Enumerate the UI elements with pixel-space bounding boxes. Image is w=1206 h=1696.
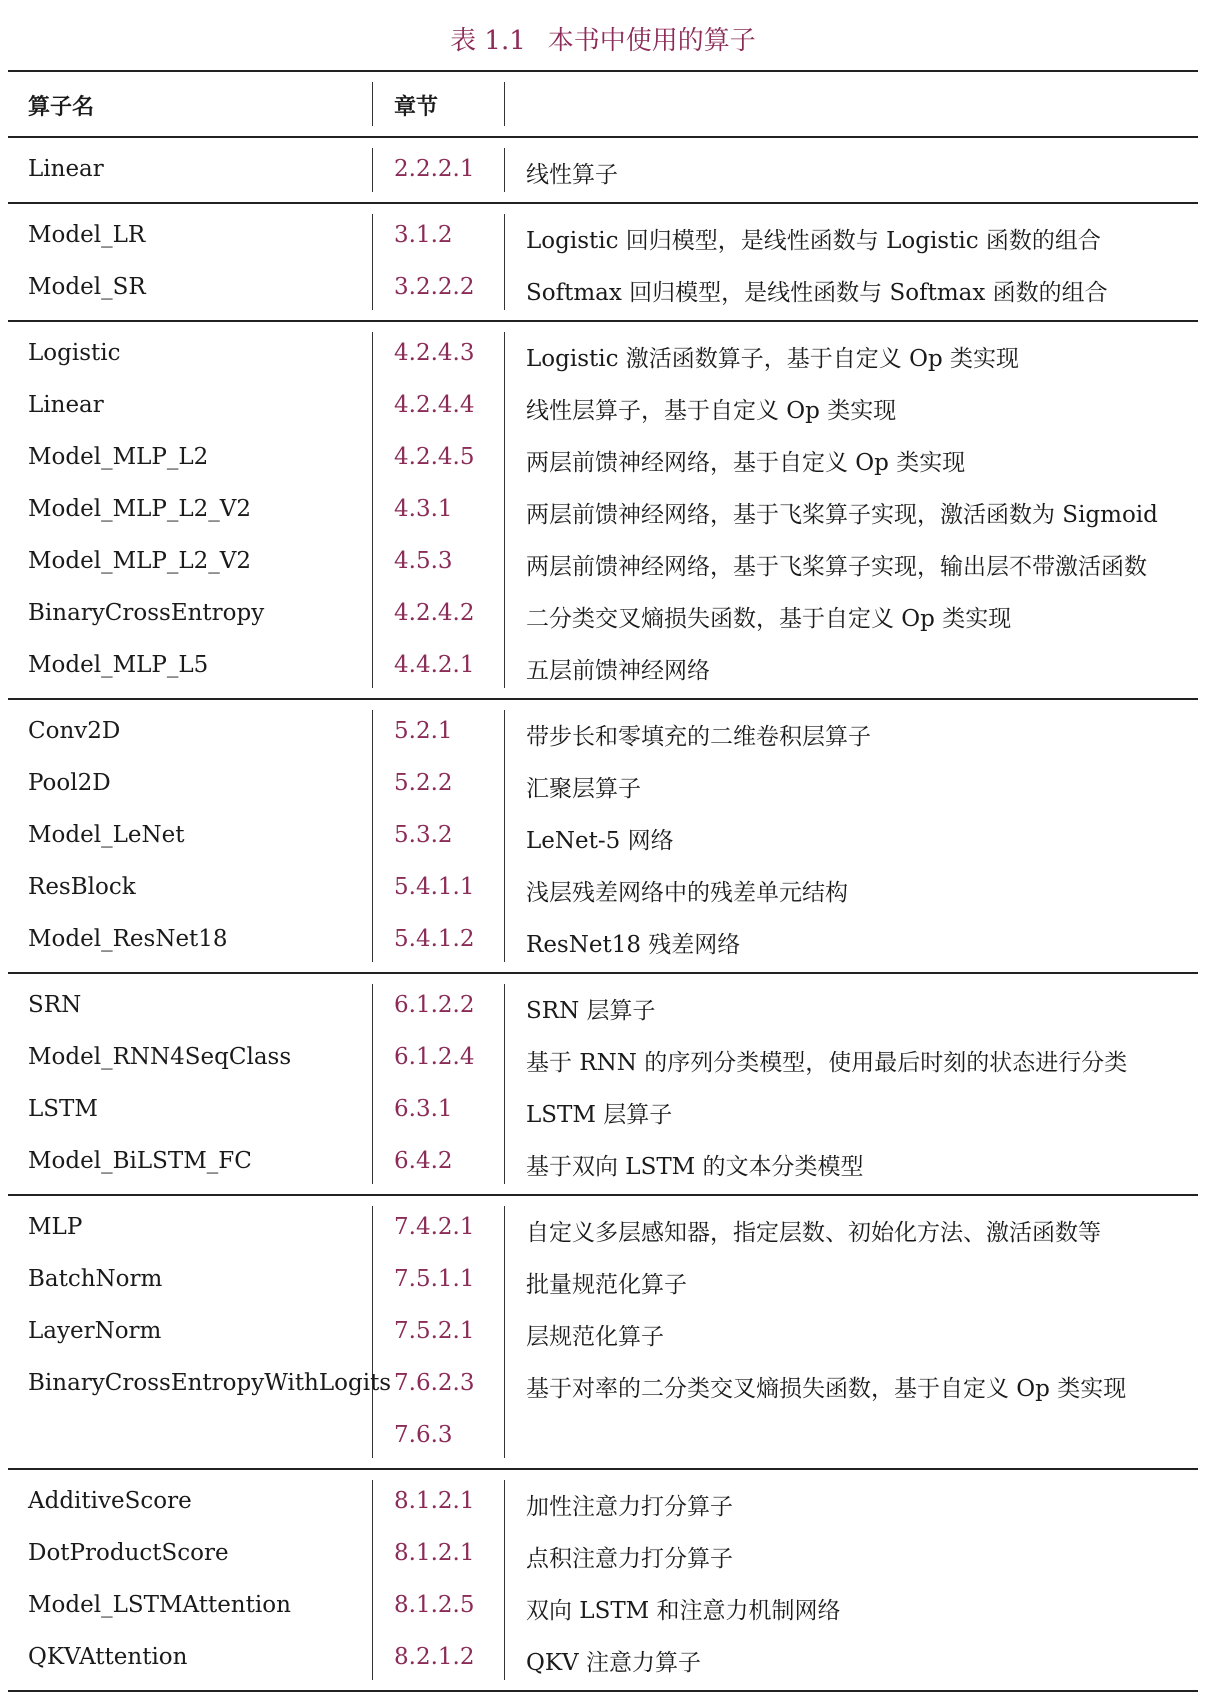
table-row	[8, 914, 1198, 966]
table-row	[8, 1084, 1198, 1136]
operator-description: 点积注意力打分算子	[526, 1546, 733, 1572]
operator-description: ResNet18 残差网络	[526, 932, 741, 958]
operator-description: 自定义多层感知器，指定层数、初始化方法、激活函数等	[526, 1220, 1101, 1246]
table-row	[8, 1136, 1198, 1188]
operator-name: AdditiveScore	[28, 1488, 192, 1514]
table-row	[8, 484, 1198, 536]
table-row	[8, 706, 1198, 758]
table-row	[8, 758, 1198, 810]
operator-name: DotProductScore	[28, 1540, 229, 1566]
operator-name: Model_MLP_L2	[28, 444, 209, 470]
operator-name: Pool2D	[28, 770, 111, 796]
section-number: 4.2.4.2	[394, 600, 475, 626]
table-title: 本书中使用的算子	[547, 26, 756, 56]
operator-name: BinaryCrossEntropyWithLogits	[28, 1370, 392, 1396]
section-number: 7.5.2.1	[394, 1318, 475, 1344]
section-number: 5.4.1.2	[394, 926, 475, 952]
table-group	[8, 700, 1198, 972]
header-row	[8, 78, 1198, 130]
operator-table	[8, 70, 1198, 1692]
section-number: 2.2.2.1	[394, 156, 475, 182]
operator-name: Model_ResNet18	[28, 926, 228, 952]
operator-description: SRN 层算子	[526, 998, 656, 1024]
section-number: 4.2.4.3	[394, 340, 475, 366]
operator-description: 基于双向 LSTM 的文本分类模型	[526, 1154, 864, 1180]
operator-description: 两层前馈神经网络，基于自定义 Op 类实现	[526, 450, 966, 476]
table-row	[8, 262, 1198, 314]
section-number: 6.4.2	[394, 1148, 453, 1174]
operator-description: 基于 RNN 的序列分类模型，使用最后时刻的状态进行分类	[526, 1050, 1128, 1076]
table-row	[8, 862, 1198, 914]
section-number: 8.1.2.1	[394, 1488, 475, 1514]
operator-description: 基于对率的二分类交叉熵损失函数，基于自定义 Op 类实现	[526, 1376, 1127, 1402]
operator-description: 双向 LSTM 和注意力机制网络	[526, 1598, 841, 1624]
table-row	[8, 1202, 1198, 1254]
operator-name: Model_SR	[28, 274, 146, 300]
section-number: 6.1.2.4	[394, 1044, 475, 1070]
section-number: 7.6.3	[394, 1422, 453, 1448]
table-group	[8, 1470, 1198, 1690]
operator-description: Softmax 回归模型，是线性函数与 Softmax 函数的组合	[526, 280, 1108, 306]
section-number: 7.6.2.3	[394, 1370, 475, 1396]
section-number: 4.2.4.4	[394, 392, 475, 418]
operator-name: ResBlock	[28, 874, 136, 900]
section-number: 4.3.1	[394, 496, 453, 522]
operator-name: Linear	[28, 156, 104, 182]
operator-name: Model_MLP_L2_V2	[28, 496, 252, 522]
operator-description: 两层前馈神经网络，基于飞桨算子实现，激活函数为 Sigmoid	[526, 502, 1158, 528]
section-number: 5.2.1	[394, 718, 453, 744]
operator-description: Logistic 激活函数算子，基于自定义 Op 类实现	[526, 346, 1019, 372]
operator-description: 批量规范化算子	[526, 1272, 687, 1298]
operator-description: 两层前馈神经网络，基于飞桨算子实现，输出层不带激活函数	[526, 554, 1147, 580]
table-row	[8, 1528, 1198, 1580]
operator-name: Conv2D	[28, 718, 121, 744]
operator-name: QKVAttention	[28, 1644, 188, 1670]
section-number: 3.2.2.2	[394, 274, 475, 300]
operator-name: Model_BiLSTM_FC	[28, 1148, 252, 1174]
operator-description: 线性层算子，基于自定义 Op 类实现	[526, 398, 897, 424]
operator-name: Logistic	[28, 340, 121, 366]
header-operator-name: 算子名	[28, 95, 95, 120]
operator-description: QKV 注意力算子	[526, 1650, 701, 1676]
operator-name: BatchNorm	[28, 1266, 163, 1292]
operator-name: Model_LSTMAttention	[28, 1592, 291, 1618]
operator-description: 线性算子	[526, 162, 618, 188]
operator-name: BinaryCrossEntropy	[28, 600, 265, 626]
operator-name: LSTM	[28, 1096, 98, 1122]
operator-name: MLP	[28, 1214, 83, 1240]
table-row	[8, 536, 1198, 588]
table-header	[8, 72, 1198, 136]
operator-description: 层规范化算子	[526, 1324, 664, 1350]
table-row	[8, 380, 1198, 432]
table-group	[8, 974, 1198, 1194]
operator-description: LSTM 层算子	[526, 1102, 673, 1128]
operator-name: Model_LR	[28, 222, 146, 248]
table-row	[8, 328, 1198, 380]
operator-description: 带步长和零填充的二维卷积层算子	[526, 724, 871, 750]
header-section: 章节	[394, 95, 439, 120]
table-row	[8, 1476, 1198, 1528]
table-row	[8, 980, 1198, 1032]
section-number: 8.1.2.1	[394, 1540, 475, 1566]
operator-description: Logistic 回归模型，是线性函数与 Logistic 函数的组合	[526, 228, 1101, 254]
table-row	[8, 588, 1198, 640]
operator-description: 汇聚层算子	[526, 776, 641, 802]
table-row	[8, 640, 1198, 692]
operator-description: 二分类交叉熵损失函数，基于自定义 Op 类实现	[526, 606, 1012, 632]
section-number: 6.1.2.2	[394, 992, 475, 1018]
section-number: 4.5.3	[394, 548, 453, 574]
section-number: 7.4.2.1	[394, 1214, 475, 1240]
table-row	[8, 810, 1198, 862]
section-number: 5.4.1.1	[394, 874, 475, 900]
section-number: 8.1.2.5	[394, 1592, 475, 1618]
table-row	[8, 1632, 1198, 1684]
section-number: 7.5.1.1	[394, 1266, 475, 1292]
table-row	[8, 1254, 1198, 1306]
operator-description: 加性注意力打分算子	[526, 1494, 733, 1520]
section-number: 5.3.2	[394, 822, 453, 848]
table-number: 表 1.1	[450, 26, 526, 56]
section-number: 8.2.1.2	[394, 1644, 475, 1670]
section-number: 5.2.2	[394, 770, 453, 796]
section-number: 4.4.2.1	[394, 652, 475, 678]
section-number: 4.2.4.5	[394, 444, 475, 470]
operator-name: Model_MLP_L5	[28, 652, 209, 678]
table-group	[8, 322, 1198, 698]
section-number: 3.1.2	[394, 222, 453, 248]
table-row	[8, 1410, 1198, 1462]
table-row	[8, 1032, 1198, 1084]
section-number: 6.3.1	[394, 1096, 453, 1122]
table-row	[8, 210, 1198, 262]
table-row	[8, 1580, 1198, 1632]
table-row	[8, 144, 1198, 196]
operator-description: 五层前馈神经网络	[526, 658, 710, 684]
table-group	[8, 138, 1198, 202]
operator-name: Linear	[28, 392, 104, 418]
operator-name: LayerNorm	[28, 1318, 162, 1344]
table-group	[8, 1196, 1198, 1468]
table-row	[8, 1306, 1198, 1358]
operator-name: Model_LeNet	[28, 822, 185, 848]
operator-name: Model_MLP_L2_V2	[28, 548, 252, 574]
table-row	[8, 432, 1198, 484]
operator-description: LeNet-5 网络	[526, 828, 674, 854]
table-body	[8, 138, 1198, 1692]
operator-name: SRN	[28, 992, 82, 1018]
group-rule	[8, 1690, 1198, 1692]
table-row	[8, 1358, 1198, 1410]
operator-name: Model_RNN4SeqClass	[28, 1044, 292, 1070]
table-group	[8, 204, 1198, 320]
operator-description: 浅层残差网络中的残差单元结构	[526, 880, 848, 906]
table-caption	[0, 20, 1206, 57]
